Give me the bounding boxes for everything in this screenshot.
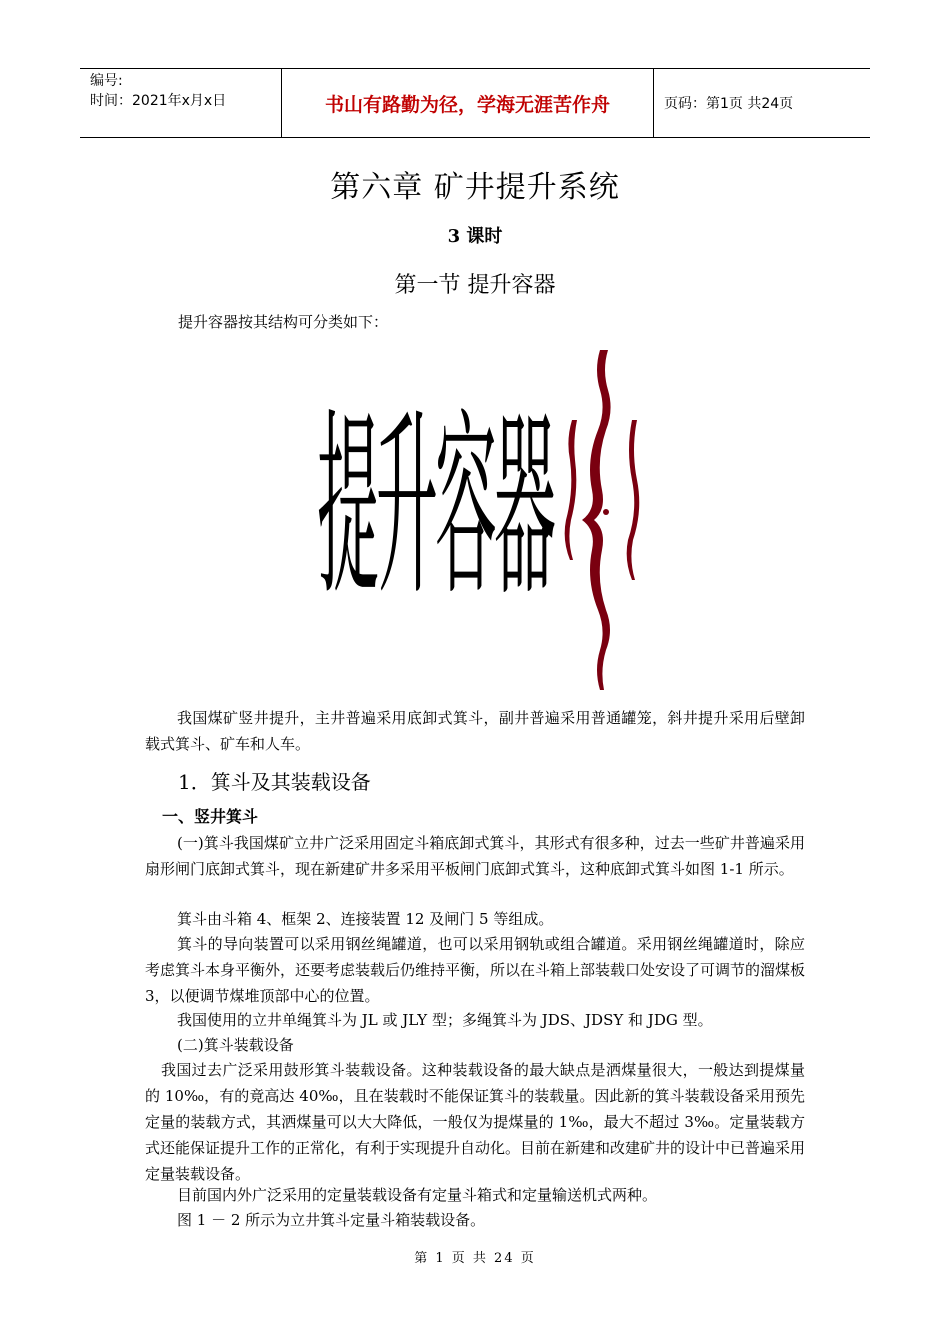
paragraph-7: 我国过去广泛采用鼓形箕斗装载设备。这种装载设备的最大缺点是洒煤量很大，一般达到提煤量的 10‰，有的竟高达 40‰，且在装载时不能保证箕斗的装载量。因此新的箕斗装载设备采用预先定量的装载方式，其洒煤量可以大大降低，一般仅为提煤量的 1‰，最大不超过 3‰。定量装载方式还能保证提升工作的正常化，有利于实现提升自动化。目前在新建和改建矿井的设计中已普遍采用定量装载设备。 (145, 1061, 806, 1183)
page-info: 页码：第1页 共24页 (664, 96, 794, 112)
heading-skip-equipment: 1．箕斗及其装载设备 (178, 770, 371, 794)
paragraph-2: (一)箕斗我国煤矿立井广泛采用固定斗箱底卸式箕斗，其形式有很多种，过去一些矿井普遍采用扇形闸门底卸式箕斗，现在新建矿井多采用平板闸门底卸式箕斗，这种底卸式箕斗如图 1-1 所示。 (145, 834, 805, 878)
section-title: 第一节 提升容器 (394, 273, 556, 298)
chapter-title: 第六章 矿井提升系统 (330, 170, 620, 205)
brace-icon (560, 340, 650, 700)
number-label: 编号: (90, 73, 123, 89)
diagram-root-text: 提升容器 (317, 389, 554, 624)
course-hours: 3 课时 (447, 226, 503, 247)
paragraph-3: 箕斗由斗箱 4、框架 2、连接装置 12 及闸门 5 等组成。 (177, 910, 554, 928)
paragraph-4: 箕斗的导向装置可以采用钢丝绳罐道，也可以采用钢轨或组合罐道。采用钢丝绳罐道时，除应考虑箕斗本身平衡外，还要考虑装载后仍维持平衡，所以在斗箱上部装载口处安设了可调节的溜煤板 3，以便调节煤堆顶部中心的位置。 (145, 935, 806, 1005)
time-label: 时间：2021年x月x日 (90, 93, 227, 109)
paragraph-9: 图 1 － 2 所示为立井箕斗定量斗箱装载设备。 (177, 1211, 486, 1229)
page-footer: 第 1 页 共 24 页 (414, 1251, 536, 1266)
motto: 书山有路勤为径，学海无涯苦作舟 (282, 69, 654, 137)
classification-diagram (305, 340, 665, 700)
paragraph-1: 我国煤矿竖井提升，主井普遍采用底卸式箕斗，副井普遍采用普通罐笼，斜井提升采用后壁卸载式箕斗、矿车和人车。 (145, 709, 805, 753)
header-left-cell (80, 69, 282, 137)
intro-text: 提升容器按其结构可分类如下： (178, 313, 389, 331)
heading-vertical-skip: 一、竖井箕斗 (162, 807, 259, 826)
paragraph-6: (二)箕斗装载设备 (177, 1036, 294, 1054)
paragraph-5: 我国使用的立井单绳箕斗为 JL 或 JLY 型；多绳箕斗为 JDS、JDSY 和 JDG 型。 (177, 1011, 713, 1029)
paragraph-8: 目前国内外广泛采用的定量装载设备有定量斗箱式和定量输送机式两种。 (177, 1186, 658, 1204)
diagram-root-label (317, 378, 567, 638)
